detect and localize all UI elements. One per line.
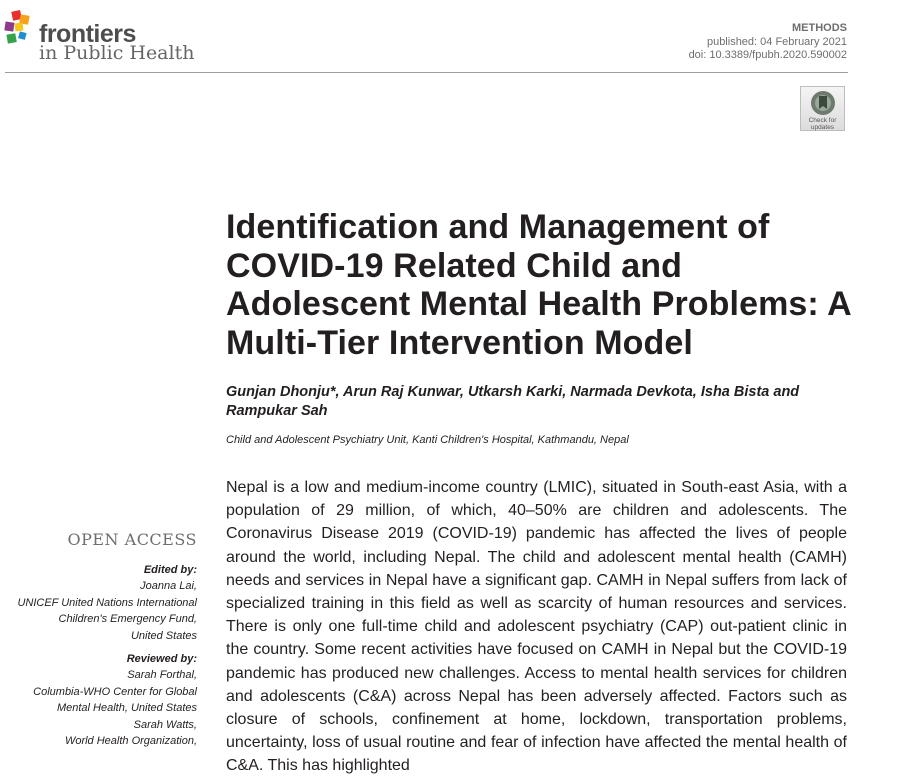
abstract-text: Nepal is a low and medium-income country (LMIC), situated in South-east Asia, with a population of 29 million, of which, 40–50% are children and adolescents. The Coronavirus Disease 2019 (COVID-19) pandemic has affected the lives of people around the world, including Nepal. The child and adolescent mental health (CAMH) needs and services in Nepal have a significant gap. CAMH in Nepal suffers from lack of specialized training in this field as well as scarcity of human resources and services. There is only one full-time child and adolescent psychiatry (CAP) out-patient clinic in the country. Some recent activities have focused on CAMH in Nepal but the COVID-19 pandemic has produced new challenges. Access to mental health services for children and adolescents (C&A) across Nepal has been adversely affected. Factors such as closure of schools, confinement at home, lockdown, transportation problems, uncertainty, loss of usual routine and fear of infection have affected the mental health of C&A. This has highlighted — [226, 479, 847, 775]
reviewer-affiliation: Mental Health, United States — [56, 702, 197, 714]
affiliation: Child and Adolescent Psychiatry Unit, Kanti Children's Hospital, Kathmandu, Nepal — [226, 434, 629, 446]
header-divider — [5, 72, 848, 73]
bookmark-check-icon — [810, 90, 836, 116]
check-for-updates-label — [801, 117, 844, 131]
journal-logo-title: in Public Health — [39, 42, 195, 64]
reviewer-name: Sarah Forthal, — [127, 669, 197, 681]
doi-link[interactable]: doi: 10.3389/fpubh.2020.590002 — [688, 49, 847, 61]
article-type: METHODS — [792, 22, 847, 34]
reviewer-affiliation: Columbia-WHO Center for Global — [33, 685, 197, 698]
article-title: Identification and Management of COVID-19 Related Child and Adolescent Mental Health Problems: A Multi-Tier Intervention Model — [226, 208, 851, 362]
reviewer-affiliation: World Health Organization, — [64, 735, 197, 747]
check-label-line-1: Check for — [808, 117, 837, 124]
frontiers-logo-icon — [4, 10, 34, 46]
edited-by-label: Edited by: — [143, 564, 197, 576]
editor-affiliation: Children's Emergency Fund, — [58, 613, 197, 625]
open-access-label: OPEN ACCESS — [67, 530, 197, 549]
sidebar — [0, 530, 197, 750]
check-for-updates-button[interactable] — [800, 86, 845, 131]
editor-name: Joanna Lai, — [140, 580, 197, 592]
published-date: published: 04 February 2021 — [706, 35, 847, 48]
article-meta — [689, 22, 847, 63]
check-label-line-2: updates — [810, 124, 835, 131]
editor-affiliation: United States — [130, 629, 197, 642]
reviewed-by-label: Reviewed by: — [126, 653, 197, 665]
journal-logo[interactable] — [4, 10, 204, 66]
author-list: Gunjan Dhonju*, Arun Raj Kunwar, Utkarsh Karki, Narmada Devkota, Isha Bista and Rampukar Sah — [226, 384, 800, 419]
reviewer-name: Sarah Watts, — [133, 718, 197, 731]
journal-logo-name: frontiers — [39, 20, 136, 48]
editor-affiliation: UNICEF United Nations International — [17, 596, 197, 609]
